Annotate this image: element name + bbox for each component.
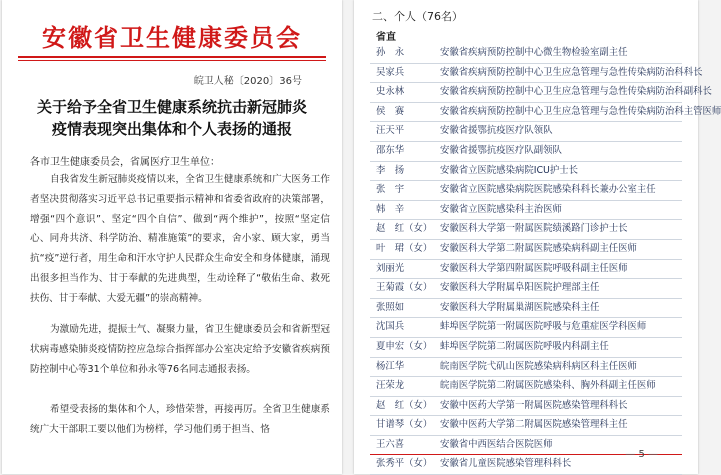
honoree-affiliation: 安徽省儿童医院感染管理科科长 — [440, 458, 572, 470]
red-divider-line-thin — [18, 60, 326, 61]
honoree-name: 王菊霞（女） — [376, 282, 433, 294]
honoree-affiliation: 安徽省援鄂抗疫医疗队副领队 — [440, 144, 562, 156]
honoree-row — [370, 279, 682, 299]
honoree-row — [370, 122, 682, 142]
honoree-row — [370, 377, 682, 397]
body-paragraph-2: 为激励先进，提振士气、凝聚力量，省卫生健康委员会和省新型冠状病毒感染肺炎疫情防控应急综合指挥部办公室决定给予安徽省疾病预防控制中心等31个单位和孙永等76名同志通报表扬。 — [30, 324, 330, 375]
honoree-list — [370, 44, 721, 475]
section-heading: 二、个人（76名） — [372, 10, 463, 23]
honoree-affiliation: 安徽中医药大学第一附属医院感染管理科科长 — [440, 399, 628, 411]
honoree-affiliation: 安徽医科大学第二附属医院感染病科副主任医师 — [440, 242, 637, 254]
honoree-name: 沈国兵 — [376, 321, 405, 333]
honoree-name: 李 扬 — [376, 164, 405, 176]
honoree-affiliation: 安徽医科大学第一附属医院绩溪路门诊护士长 — [440, 223, 628, 235]
honoree-name: 侯 赛 — [376, 105, 405, 117]
honoree-affiliation: 安徽省立医院感染病院ICU护士长 — [440, 164, 579, 176]
honoree-row — [370, 318, 682, 338]
honoree-name: 吴家兵 — [376, 66, 405, 78]
honoree-affiliation: 皖南医学院弋矶山医院感染病科病区科主任医师 — [440, 360, 637, 372]
honoree-row — [370, 83, 712, 103]
honoree-name: 史永林 — [376, 86, 405, 98]
addressee: 各市卫生健康委员会，省属医疗卫生单位： — [30, 157, 220, 168]
honoree-row — [370, 358, 682, 378]
honoree-name: 王六喜 — [376, 438, 405, 450]
honoree-name: 邵东华 — [376, 144, 405, 156]
honoree-affiliation: 安徽省疾病预防控制中心卫生应急管理与急性传染病防治科副科长 — [440, 86, 712, 98]
honoree-affiliation: 安徽省立医院感染科主治医师 — [440, 203, 562, 215]
subheading-provincial: 省直 — [376, 32, 396, 43]
honoree-row — [370, 240, 682, 260]
honoree-row — [370, 416, 682, 436]
honoree-row — [370, 162, 682, 182]
honoree-row — [370, 220, 682, 240]
honoree-row — [370, 181, 682, 201]
honoree-row — [370, 103, 721, 123]
honoree-row — [370, 299, 682, 319]
red-divider-line — [18, 56, 326, 58]
honoree-row — [370, 64, 703, 84]
page-number: — 5 — — [625, 449, 658, 460]
honoree-name: 汪天平 — [376, 125, 405, 137]
honoree-name: 刘丽光 — [376, 262, 405, 274]
honoree-affiliation: 安徽省中西医结合医院医师 — [440, 438, 553, 450]
document-page-right — [354, 0, 721, 474]
notice-title-line-1: 关于给予全省卫生健康系统抗击新冠肺炎 — [36, 98, 307, 116]
honoree-affiliation: 安徽省立医院感染病院医院感染科科长兼办公室主任 — [440, 184, 656, 196]
honoree-name: 赵 红（女） — [376, 399, 433, 411]
honoree-affiliation: 安徽省疾病预防控制中心卫生应急管理与急性传染病防治科科长 — [440, 66, 703, 78]
honoree-affiliation: 蚌埠医学院第二附属医院呼吸内科副主任 — [440, 340, 609, 352]
notice-title — [20, 96, 324, 140]
honoree-name: 汪荣龙 — [376, 380, 405, 392]
honoree-affiliation: 安徽医科大学附属阜阳医院护理部主任 — [440, 282, 600, 294]
honoree-row — [370, 397, 682, 417]
honoree-name: 张照如 — [376, 301, 405, 313]
body-paragraph-1: 自我省发生新冠肺炎疫情以来，全省卫生健康系统和广大医务工作者坚决贯彻落实习近平总书记重要指示精神和省委省政府的决策部署，增强“四个意识”、坚定“四个自信”、做到“两个维护”，按照“坚定信心、同舟共济、科学防治、精准施策”的要求，舍小家、顾大家，勇当抗“疫”逆行者，用生命和汗水守护人民群众生命安全和身体健康，涌现出很多担当作为、甘于奉献的先进典型，生动诠释了“敬佑生命、救死扶伤、甘于奉献、大爱无疆”的崇高精神。 — [30, 174, 330, 304]
honoree-row — [370, 142, 682, 162]
notice-title-line-2: 疫情表现突出集体和个人表扬的通报 — [51, 120, 292, 138]
document-page-left — [2, 0, 342, 474]
honoree-row — [370, 260, 682, 280]
honoree-affiliation: 安徽省疾病预防控制中心微生物检验室副主任 — [440, 47, 628, 58]
honoree-affiliation: 皖南医学院第二附属医院感染科、胸外科副主任医师 — [440, 380, 656, 392]
honoree-affiliation: 安徽医科大学第四附属医院呼吸科副主任医师 — [440, 262, 628, 274]
honoree-name: 张 宇 — [376, 184, 405, 196]
honoree-affiliation: 安徽医科大学附属巢湖医院感染科主任 — [440, 301, 600, 313]
honoree-affiliation: 安徽省援鄂抗疫医疗队领队 — [440, 125, 553, 137]
honoree-name: 夏申宏（女） — [376, 340, 433, 352]
honoree-row — [370, 201, 682, 221]
honoree-affiliation: 蚌埠医学院第一附属医院呼吸与危重症医学科医师 — [440, 321, 647, 333]
org-title: 安徽省卫生健康委员会 — [42, 23, 302, 52]
document-number: 皖卫人秘〔2020〕36号 — [193, 76, 302, 87]
honoree-affiliation: 安徽省疾病预防控制中心卫生应急管理与急性传染病防治科主管医师 — [440, 105, 721, 117]
honoree-name: 赵 红（女） — [376, 223, 433, 235]
honoree-name: 叶 珺（女） — [376, 242, 433, 254]
honoree-affiliation: 安徽中医药大学第二附属医院感染管理科主任 — [440, 419, 628, 431]
honoree-name: 杨江华 — [376, 360, 405, 372]
honoree-row — [370, 338, 682, 358]
honoree-name: 甘谱琴（女） — [376, 419, 433, 431]
honoree-name: 韩 辛 — [376, 203, 405, 215]
honoree-name: 孙 永 — [376, 47, 405, 58]
honoree-name: 张秀平（女） — [376, 458, 433, 470]
body-paragraph-3: 希望受表扬的集体和个人，珍惜荣誉，再接再厉。全省卫生健康系统广大干部职工要以他们为榜样，学习他们勇于担当、恪 — [30, 404, 330, 435]
honoree-row — [370, 44, 682, 64]
